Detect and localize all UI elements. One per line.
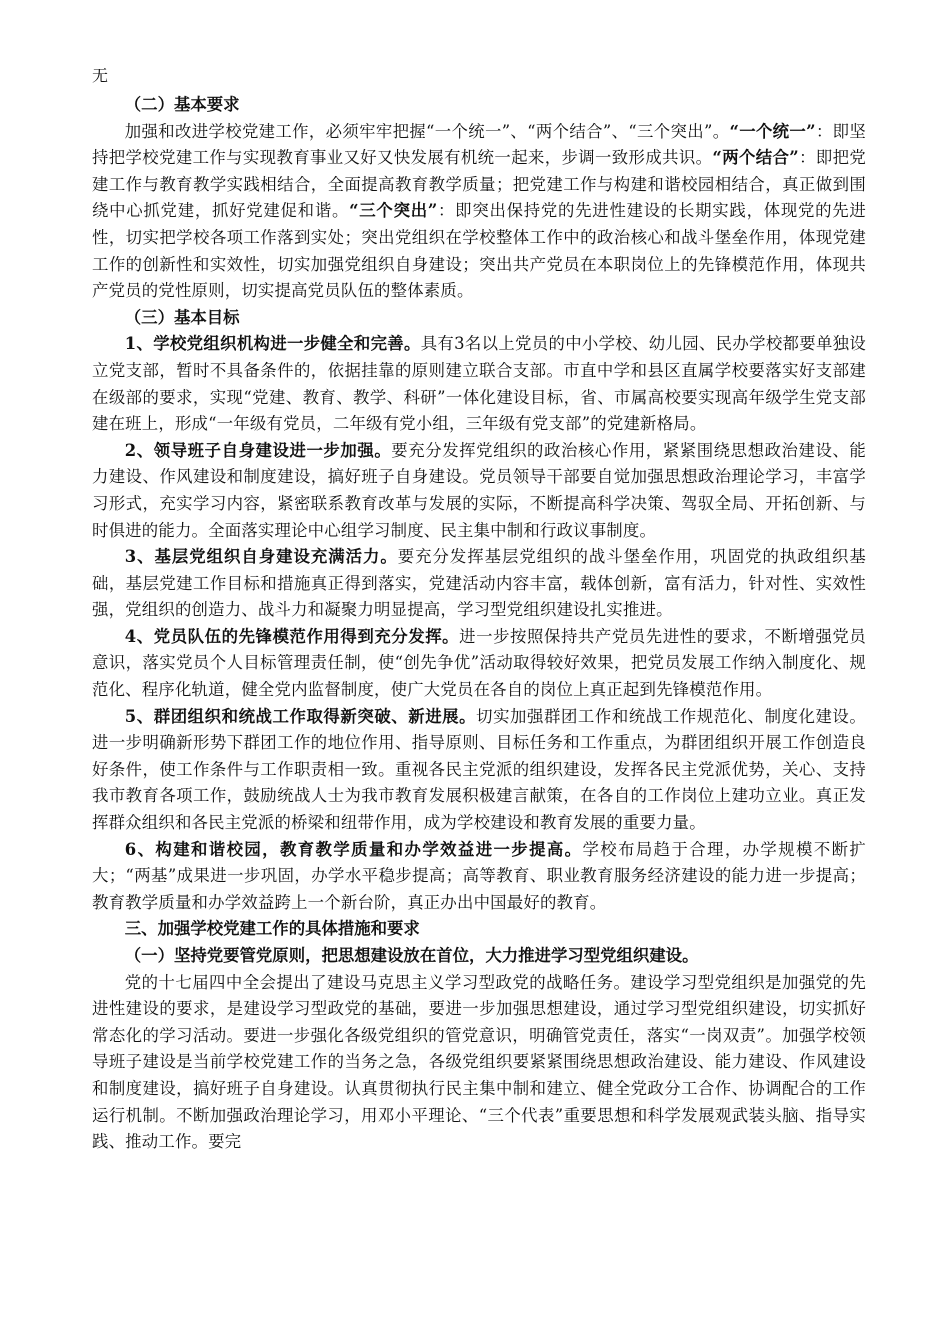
goal-text-4: 进一步按照保持共产党员先进性的要求，不断增强党员意识，落实党员个人目标管理责任制，使“创先争优”活动取得较好效果，把党员发展工作纳入制度化、规范化、程序化轨道，健全党内监督制度，使广大党员在各自的岗位上真正起到先锋模范作用。: [92, 626, 866, 700]
goal-title-6: 6、构建和谐校园，教育教学质量和办学效益进一步提高。: [124, 839, 583, 859]
requirements-intro: 加强和改进学校党建工作，必须牢牢把握“一个统一”、“两个结合”、“三个突出”。: [124, 121, 730, 141]
term-one-unity: “一个统一”: [729, 121, 816, 141]
term-one-unity-text: ：即坚持把学校党建工作与实现教育事业又好又快发展有机统一起来，步调一致形成共识。: [92, 121, 867, 168]
term-three-highlights: “三个突出”: [349, 201, 438, 221]
goal-paragraph-1: [92, 331, 866, 437]
section-heading-measures: 三、加强学校党建工作的具体措施和要求: [124, 919, 420, 939]
goal-paragraph-2: [92, 438, 866, 544]
measures-paragraph-1: 党的十七届四中全会提出了建设马克思主义学习型政党的战略任务。建设学习型党组织是加强党的先进性建设的要求，是建设学习型政党的基础，要进一步加强思想建设，通过学习型党组织建设，切实抓好常态化的学习活动。要进一步强化各级党组织的管党意识，明确管党责任，落实“一岗双责”。加强学校领导班子建设是当前学校党建工作的当务之急，各级党组织要紧紧围绕思想政治建设、能力建设、作风建设和制度建设，搞好班子自身建设。认真贯彻执行民主集中制和建立、健全党政分工合作、协调配合的工作运行机制。不断加强政治理论学习，用邓小平理论、“三个代表”重要思想和科学发展观武装头脑、指导实践、推动工作。要完: [92, 972, 866, 1152]
goal-text-6: 学校布局趋于合理，办学规模不断扩大；“两基”成果进一步巩固，办学水平稳步提高；高等教育、职业教育服务经济建设的能力进一步提高；教育教学质量和办学效益跨上一个新台阶，真正办出中国最好的教育。: [92, 839, 866, 912]
goal-title-5: 5、群团组织和统战工作取得新突破、新进展。: [124, 706, 477, 726]
goal-title-2: 2、领导班子自身建设进一步加强。: [124, 440, 392, 460]
goal-text-1: 具有3名以上党员的中小学校、幼儿园、民办学校都要单独设立党支部，暂时不具备条件的，依据挂靠的原则建立联合支部。市直中学和县区直属学校要落实好支部建在级部的要求，实现“党建、教育、教学、科研”一体化建设目标，省、市属高校要实现高年级学生党支部建在班上，形成“一年级有党员，二年级有党小组，三年级有党支部”的党建新格局。: [92, 334, 866, 434]
goal-title-3: 3、基层党组织自身建设充满活力。: [124, 547, 398, 567]
document-page: [92, 62, 866, 1156]
goal-paragraph-3: [92, 544, 866, 624]
goal-text-5: 切实加强群团工作和统战工作规范化、制度化建设。进一步明确新形势下群团工作的地位作用、指导原则、目标任务和工作重点，为群团组织开展工作创造良好条件，使工作条件与工作职责相一致。重视各民主党派的组织建设，发挥各民主党派优势，关心、支持我市教育各项工作，鼓励统战人士为我市教育发展积极建言献策，在各自的工作岗位上建功立业。真正发挥群众组织和各民主党派的桥梁和纽带作用，成为学校建设和教育发展的重要力量。: [92, 706, 866, 833]
goal-paragraph-4: [92, 624, 866, 704]
section-heading-basic-goals: （三）基本目标: [124, 307, 240, 327]
requirements-paragraph: [92, 119, 866, 305]
goal-paragraph-6: [92, 837, 866, 917]
goal-title-1: 1、学校党组织机构进一步健全和完善。: [124, 334, 421, 354]
subsection-heading-party-principle: （一）坚持党要管党原则，把思想建设放在首位，大力推进学习型党组织建设。: [124, 946, 699, 965]
goal-text-3: 要充分发挥基层党组织的战斗堡垒作用，巩固党的执政组织基础，基层党建工作目标和措施真正得到落实，党建活动内容丰富，载体创新，富有活力，针对性、实效性强，党组织的创造力、战斗力和凝聚力明显提高，学习型党组织建设扎实推进。: [92, 547, 866, 620]
goal-title-4: 4、党员队伍的先锋模范作用得到充分发挥。: [124, 626, 460, 646]
section-heading-basic-requirements: （二）基本要求: [124, 95, 240, 114]
corner-mark: 无: [92, 66, 109, 85]
term-two-combinations-text: ：即把党建工作与教育教学实践相结合，全面提高教育教学质量；把党建工作与构建和谐校园相结合，真正做到围绕中心抓党建，抓好党建促和谐。: [92, 148, 866, 221]
term-two-combinations: “两个结合”: [712, 148, 799, 168]
goal-paragraph-5: [92, 704, 866, 837]
term-three-highlights-text: ：即突出保持党的先进性建设的长期实践，体现党的先进性，切实把学校各项工作落到实处；突出党组织在学校整体工作中的政治核心和战斗堡垒作用，体现党建工作的创新性和实效性，切实加强党组织自身建设；突出共产党员在本职岗位上的先锋模范作用，体现共产党员的党性原则，切实提高党员队伍的整体素质。: [92, 201, 866, 301]
goal-text-2: 要充分发挥党组织的政治核心作用，紧紧围绕思想政治建设、能力建设、作风建设和制度建设，搞好班子自身建设。党员领导干部要自觉加强思想政治理论学习，丰富学习形式，充实学习内容，紧密联系教育改革与发展的实际，不断提高科学决策、驾驭全局、开拓创新、与时俱进的能力。全面落实理论中心组学习制度、民主集中制和行政议事制度。: [92, 440, 866, 540]
